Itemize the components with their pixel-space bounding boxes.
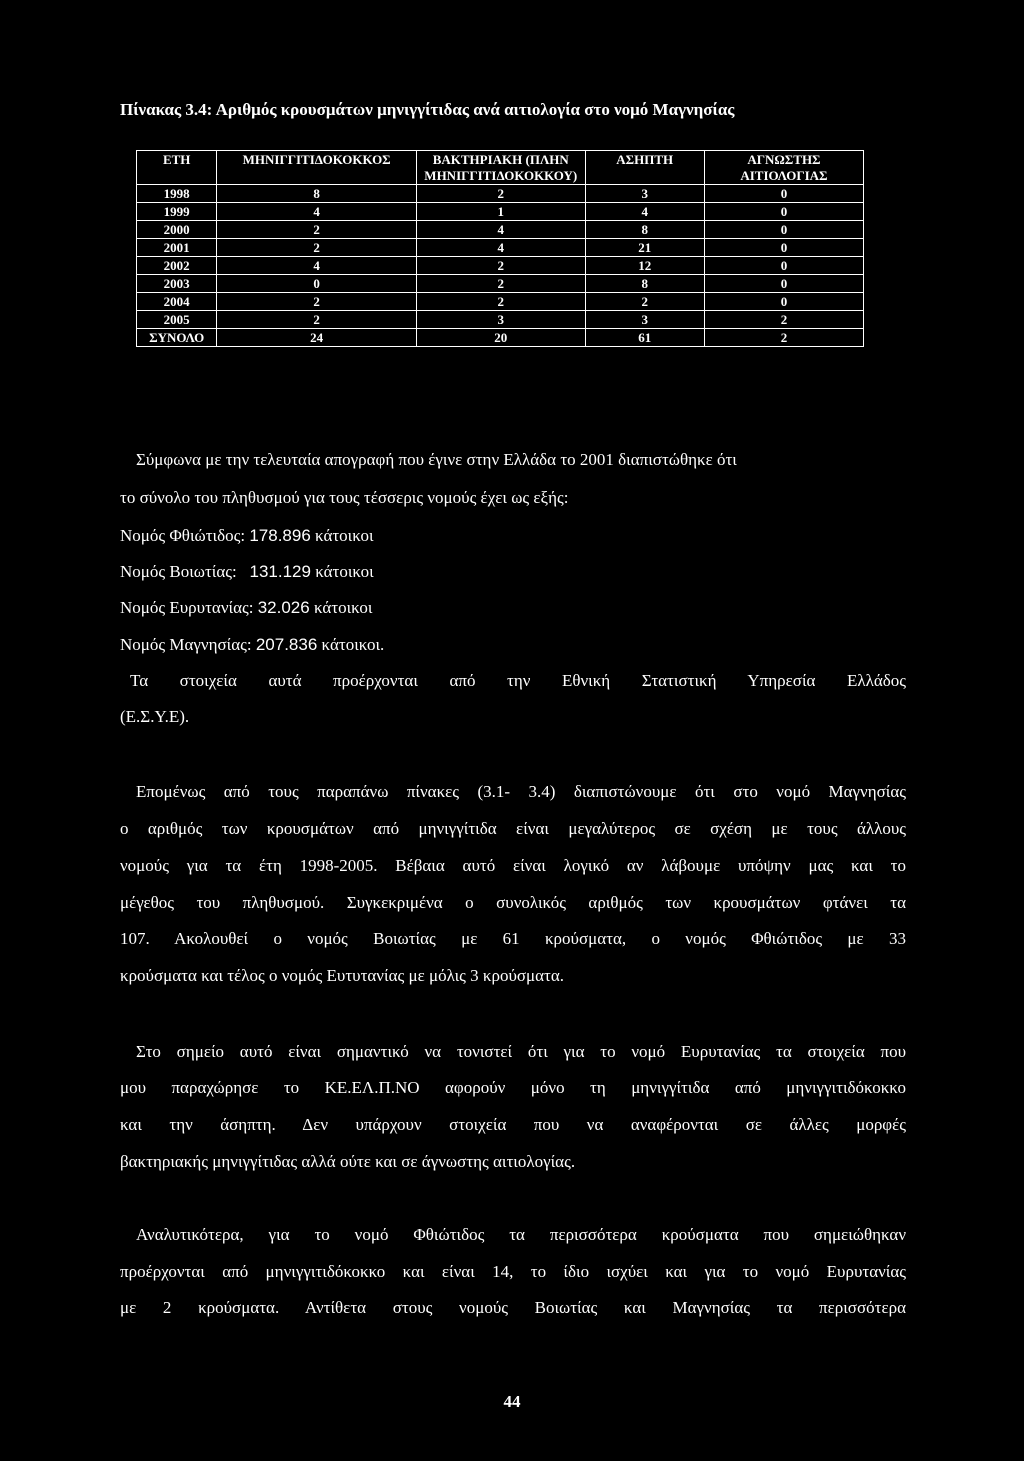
table-row — [137, 257, 864, 275]
table-row — [137, 239, 864, 257]
census-unit: κάτοικοι — [310, 526, 374, 545]
table-row — [137, 311, 864, 329]
cell-year: 2002 — [137, 257, 217, 275]
cell-value: 4 — [217, 257, 417, 275]
paragraph-1-line: νομούς για τα έτη 1998-2005. Βέβαια αυτό είναι λογικό αν λάβουμε υπόψην μας και το — [120, 856, 906, 875]
census-source-line-1: Τα στοιχεία αυτά προέρχονται από την Εθνική Στατιστική Υπηρεσία Ελλάδος — [130, 671, 906, 690]
cell-value: 4 — [585, 203, 704, 221]
cell-value: 3 — [585, 311, 704, 329]
header-years: ΕΤΗ — [137, 151, 217, 185]
meningitis-table — [136, 150, 864, 347]
cell-year: 2000 — [137, 221, 217, 239]
cell-value: 8 — [217, 185, 417, 203]
census-value: 32.026 — [257, 598, 310, 617]
census-value: 207.836 — [255, 635, 318, 654]
census-intro-line-2: το σύνολο του πληθυσμού για τους τέσσερις νομούς έχει ως εξής: — [120, 488, 569, 507]
cell-value: 3 — [416, 311, 585, 329]
cell-value: 4 — [416, 221, 585, 239]
cell-value: 2 — [217, 239, 417, 257]
cell-value: 2 — [217, 293, 417, 311]
cell-value: 0 — [704, 257, 863, 275]
census-value: 131.129 — [249, 562, 311, 581]
table-row — [137, 203, 864, 221]
cell-value: 2 — [217, 311, 417, 329]
cell-value: 21 — [585, 239, 704, 257]
cell-value: 2 — [416, 275, 585, 293]
cell-value: 4 — [217, 203, 417, 221]
cell-value: 4 — [416, 239, 585, 257]
paragraph-1-line: ο αριθμός των κρουσμάτων από μηνιγγίτιδα είναι μεγαλύτερος σε σχέση με τους άλλους — [120, 819, 906, 838]
table-total-row — [137, 329, 864, 347]
cell-value: 0 — [217, 275, 417, 293]
census-label: Νομός Ευρυτανίας: — [120, 598, 258, 617]
table-row — [137, 275, 864, 293]
table-row — [137, 293, 864, 311]
cell-value: 3 — [585, 185, 704, 203]
cell-value: 0 — [704, 275, 863, 293]
cell-total-label: ΣΥΝΟΛΟ — [137, 329, 217, 347]
cell-year: 1999 — [137, 203, 217, 221]
cell-value: 0 — [704, 239, 863, 257]
census-label: Νομός Φθιώτιδος: — [120, 526, 250, 545]
paragraph-3-line: Αναλυτικότερα, για το νομό Φθιώτιδος τα περισσότερα κρούσματα που σημειώθηκαν — [136, 1225, 906, 1244]
cell-value: 8 — [585, 275, 704, 293]
census-item-evrytania — [120, 598, 372, 618]
cell-value: 0 — [704, 185, 863, 203]
cell-value: 2 — [217, 221, 417, 239]
cell-year: 2004 — [137, 293, 217, 311]
cell-total: 2 — [704, 329, 863, 347]
paragraph-2-line: Στο σημείο αυτό είναι σημαντικό να τονιστεί ότι για το νομό Ευρυτανίας τα στοιχεία που — [136, 1042, 906, 1061]
census-label: Νομός Μαγνησίας: — [120, 635, 256, 654]
paragraph-3-line: προέρχονται από μηνιγγιτιδόκοκκο και είναι 14, το ίδιο ισχύει και για το νομό Ευρυτανίας — [120, 1262, 906, 1281]
cell-total: 61 — [585, 329, 704, 347]
cell-year: 2003 — [137, 275, 217, 293]
header-unknown: ΑΓΝΩΣΤΗΣ ΑΙΤΙΟΛΟΓΙΑΣ — [704, 151, 863, 185]
cell-year: 2005 — [137, 311, 217, 329]
census-unit: κάτοικοι — [310, 562, 374, 581]
cell-value: 2 — [585, 293, 704, 311]
census-intro-line-1: Σύμφωνα με την τελευταία απογραφή που έγινε στην Ελλάδα το 2001 διαπιστώθηκε ότι — [136, 450, 737, 469]
cell-year: 1998 — [137, 185, 217, 203]
census-unit: κάτοικοι. — [317, 635, 385, 654]
paragraph-2-line: βακτηριακής μηνιγγίτιδας αλλά ούτε και σε άγνωστης αιτιολογίας. — [120, 1152, 576, 1171]
cell-value: 2 — [416, 257, 585, 275]
table-header-row — [137, 151, 864, 185]
header-meningococcus: ΜΗΝΙΓΓΙΤΙΔΟΚΟΚΚΟΣ — [217, 151, 417, 185]
cell-value: 0 — [704, 293, 863, 311]
cell-value: 0 — [704, 203, 863, 221]
page-number: 44 — [503, 1392, 521, 1411]
cell-total: 24 — [217, 329, 417, 347]
paragraph-3-line: με 2 κρούσματα. Αντίθετα στους νομούς Βοιωτίας και Μαγνησίας τα περισσότερα — [120, 1298, 906, 1317]
paragraph-1-line: κρούσματα και τέλος ο νομός Ευτυτανίας με μόλις 3 κρούσματα. — [120, 966, 565, 985]
cell-value: 1 — [416, 203, 585, 221]
paragraph-1-line: Επομένως από τους παραπάνω πίνακες (3.1- 3.4) διαπιστώνουμε ότι στο νομό Μαγνησίας — [136, 782, 906, 801]
header-bacterial: ΒΑΚΤΗΡΙΑΚΗ (ΠΛΗΝ ΜΗΝΙΓΓΙΤΙΔΟΚΟΚΚΟΥ) — [416, 151, 585, 185]
census-item-voiotia — [120, 562, 374, 582]
table-row — [137, 221, 864, 239]
paragraph-2-line: μου παραχώρησε το ΚΕ.ΕΛ.Π.ΝΟ αφορούν μόνο τη μηνιγγίτιδα από μηνιγγιτιδόκοκκο — [120, 1078, 906, 1097]
cell-year: 2001 — [137, 239, 217, 257]
paragraph-1-line: 107. Ακολουθεί ο νομός Βοιωτίας με 61 κρούσματα, ο νομός Φθιώτιδος με 33 — [120, 929, 906, 948]
cell-value: 0 — [704, 221, 863, 239]
cell-value: 8 — [585, 221, 704, 239]
census-item-fthiotida — [120, 526, 374, 546]
cell-value: 2 — [416, 293, 585, 311]
census-item-magnisia — [120, 635, 384, 655]
census-label: Νομός Βοιωτίας: — [120, 562, 250, 581]
cell-value: 2 — [704, 311, 863, 329]
paragraph-2-line: και την άσηπτη. Δεν υπάρχουν στοιχεία που να αναφέρονται σε άλλες μορφές — [120, 1115, 906, 1134]
header-aseptic: ΑΣΗΠΤΗ — [585, 151, 704, 185]
census-unit: κάτοικοι — [309, 598, 373, 617]
paragraph-1-line: μέγεθος του πληθυσμού. Συγκεκριμένα ο συνολικός αριθμός των κρουσμάτων φτάνει τα — [120, 893, 906, 912]
cell-value: 12 — [585, 257, 704, 275]
table-row — [137, 185, 864, 203]
census-value: 178.896 — [249, 526, 311, 545]
census-source-line-2: (Ε.Σ.Υ.Ε). — [120, 707, 190, 726]
cell-total: 20 — [416, 329, 585, 347]
cell-value: 2 — [416, 185, 585, 203]
table-caption: Πίνακας 3.4: Αριθμός κρουσμάτων μηνιγγίτιδας ανά αιτιολογία στο νομό Μαγνησίας — [120, 100, 735, 119]
